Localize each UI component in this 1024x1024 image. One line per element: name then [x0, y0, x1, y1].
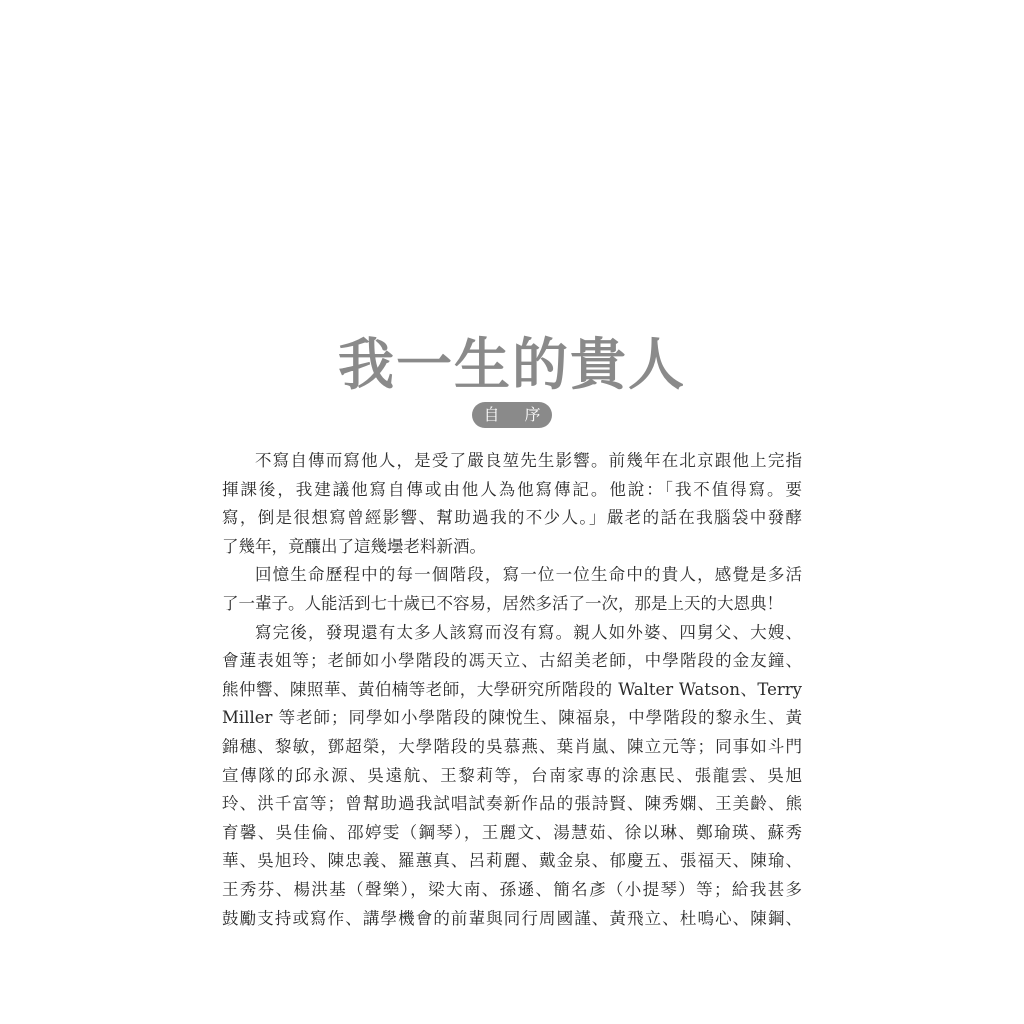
- text-line: 華、吳旭玲、陳忠義、羅蕙真、呂莉麗、戴金泉、郁慶五、張福天、陳瑜、: [222, 851, 802, 871]
- text-line: 鼓勵支持或寫作、講學機會的前輩與同行周國謹、黃飛立、杜鳴心、陳鋼、: [222, 908, 802, 928]
- text-line: 揮課後，我建議他寫自傳或由他人為他寫傳記。他說：「我不值得寫。要: [222, 479, 802, 499]
- preface-body: [222, 447, 802, 933]
- text-line: 寫完後，發現還有太多人該寫而沒有寫。親人如外婆、四舅父、大嫂、: [255, 622, 802, 642]
- subtitle-container: [0, 402, 1024, 428]
- text-line: 育馨、吳佳倫、邵婷雯（鋼琴），王麗文、湯慧茹、徐以琳、鄭瑜瑛、蘇秀: [222, 822, 802, 842]
- text-line: 了一輩子。人能活到七十歲已不容易，居然多活了一次，那是上天的大恩典！: [222, 593, 783, 613]
- text-line: 會蓮表姐等；老師如小學階段的馮天立、古紹美老師，中學階段的金友鐘、: [222, 651, 802, 671]
- text-line: 不寫自傳而寫他人，是受了嚴良堃先生影響。前幾年在北京跟他上完指: [255, 451, 802, 470]
- page-title: 我一生的貴人: [338, 333, 686, 398]
- text-line: 玲、洪千富等；曾幫助過我試唱試奏新作品的張詩賢、陳秀嫻、王美齡、熊: [222, 794, 802, 814]
- text-line: 熊仲響、陳照華、黃伯楠等老師，大學研究所階段的 Walter Watson、Terry: [222, 679, 802, 699]
- text-line: 寫，倒是很想寫曾經影響、幫助過我的不少人。」嚴老的話在我腦袋中發酵: [222, 508, 802, 528]
- text-line: 回憶生命歷程中的每一個階段，寫一位一位生命中的貴人，感覺是多活: [255, 565, 802, 585]
- text-line: Miller 等老師；同學如小學階段的陳悅生、陳福泉，中學階段的黎永生、黃: [222, 708, 802, 728]
- text-line: 王秀芬、楊洪基（聲樂），梁大南、孫遜、簡名彥（小提琴）等；給我甚多: [222, 879, 802, 899]
- text-line: 了幾年，竟釀出了這幾壜老料新酒。: [222, 536, 486, 556]
- preface-badge: 自 序: [472, 402, 552, 428]
- text-line: 錦穗、黎敏，鄧超榮，大學階段的吳慕燕、葉肖嵐、陳立元等；同事如斗門: [222, 736, 802, 756]
- text-line: 宣傳隊的邱永源、吳遠航、王黎莉等，台南家專的涂惠民、張龍雲、吳旭: [222, 765, 802, 785]
